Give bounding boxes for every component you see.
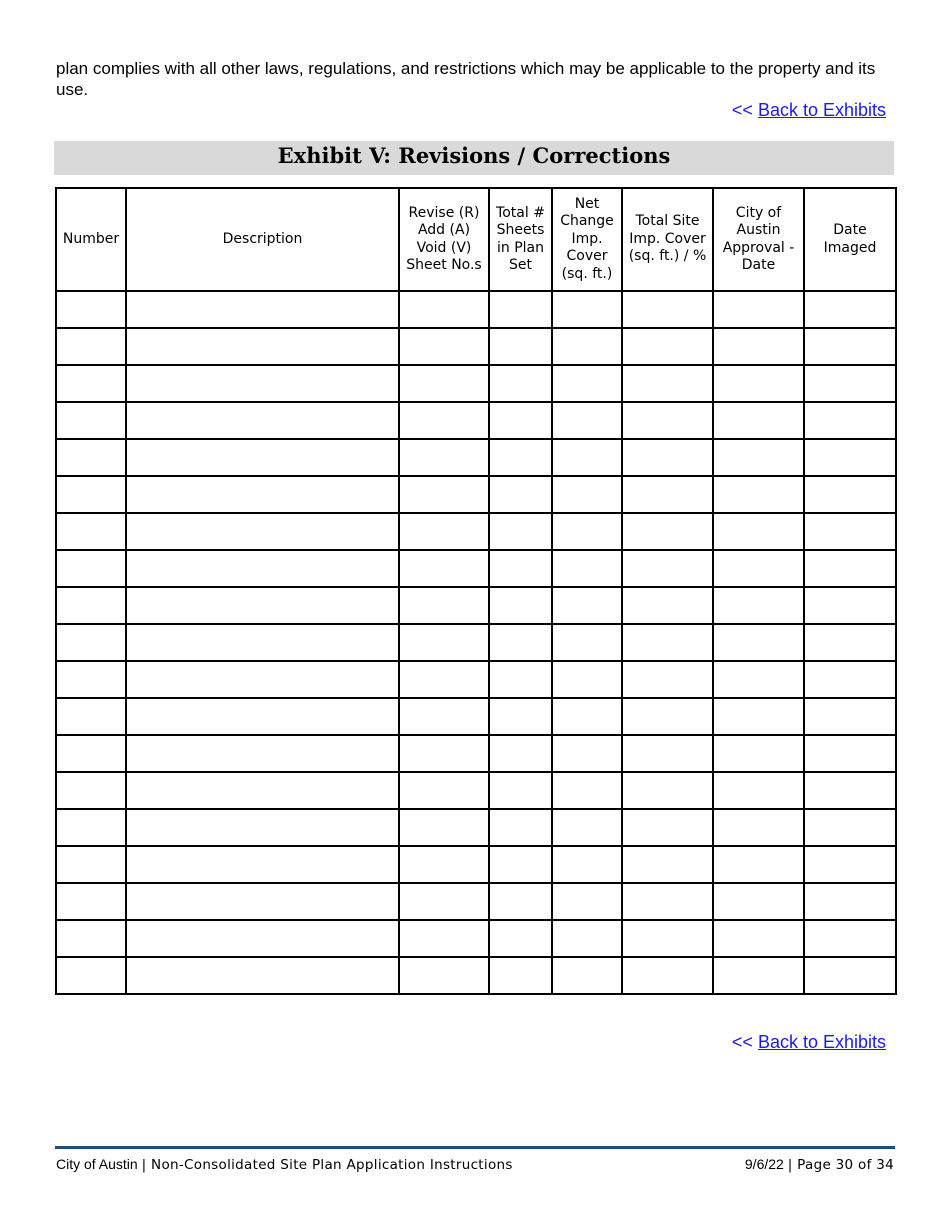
table-cell-date-imaged[interactable] — [804, 476, 896, 513]
table-cell-total-sheets[interactable] — [489, 476, 552, 513]
table-cell-net-change-imp-cover[interactable] — [552, 809, 622, 846]
table-cell-net-change-imp-cover[interactable] — [552, 920, 622, 957]
table-cell-city-approval-date[interactable] — [713, 772, 804, 809]
table-row — [56, 846, 896, 883]
table-cell-date-imaged[interactable] — [804, 624, 896, 661]
table-cell-total-site-imp-cover[interactable] — [622, 661, 713, 698]
column-header-line: Cover — [566, 248, 608, 265]
column-header-total-sheets — [489, 188, 552, 291]
table-cell-revise-add-void-sheet[interactable] — [399, 698, 489, 735]
footer-rule — [55, 1146, 895, 1149]
column-header-line: Imaged — [823, 239, 877, 256]
table-cell-city-approval-date[interactable] — [713, 735, 804, 772]
table-cell-revise-add-void-sheet[interactable] — [399, 476, 489, 513]
table-cell-total-sheets[interactable] — [489, 624, 552, 661]
table-cell-date-imaged[interactable] — [804, 809, 896, 846]
table-cell-total-sheets[interactable] — [489, 291, 552, 328]
column-header-line: Description — [222, 230, 303, 247]
table-cell-date-imaged[interactable] — [804, 587, 896, 624]
table-cell-description[interactable] — [126, 809, 399, 846]
table-cell-net-change-imp-cover[interactable] — [552, 624, 622, 661]
table-cell-total-sheets[interactable] — [489, 957, 552, 994]
table-cell-description[interactable] — [126, 920, 399, 957]
back-link-prefix: << — [731, 100, 758, 120]
table-cell-city-approval-date[interactable] — [713, 328, 804, 365]
table-cell-number[interactable] — [56, 883, 126, 920]
table-cell-description[interactable] — [126, 550, 399, 587]
column-header-line: Set — [509, 257, 532, 273]
table-cell-number[interactable] — [56, 846, 126, 883]
table-cell-revise-add-void-sheet[interactable] — [399, 328, 489, 365]
table-cell-total-sheets[interactable] — [489, 809, 552, 846]
table-cell-date-imaged[interactable] — [804, 328, 896, 365]
column-header-city-approval-date — [713, 188, 804, 291]
table-row — [56, 809, 896, 846]
table-cell-number[interactable] — [56, 772, 126, 809]
table-cell-date-imaged[interactable] — [804, 550, 896, 587]
column-header-line: Total Site — [635, 213, 700, 230]
table-cell-description[interactable] — [126, 772, 399, 809]
table-cell-description[interactable] — [126, 883, 399, 920]
table-cell-net-change-imp-cover[interactable] — [552, 698, 622, 735]
table-cell-description[interactable] — [126, 587, 399, 624]
table-cell-city-approval-date[interactable] — [713, 365, 804, 402]
table-cell-date-imaged[interactable] — [804, 365, 896, 402]
table-row — [56, 698, 896, 735]
column-header-line: City of — [735, 204, 782, 221]
table-cell-city-approval-date[interactable] — [713, 291, 804, 328]
table-cell-date-imaged[interactable] — [804, 661, 896, 698]
table-cell-total-site-imp-cover[interactable] — [622, 735, 713, 772]
exhibit-title: Exhibit V: Revisions / Corrections — [54, 141, 894, 175]
column-header-line: Date — [741, 257, 776, 273]
table-cell-number[interactable] — [56, 587, 126, 624]
table-cell-city-approval-date[interactable] — [713, 513, 804, 550]
back-link-label[interactable]: Back to Exhibits — [757, 100, 886, 120]
table-cell-revise-add-void-sheet[interactable] — [399, 957, 489, 994]
table-cell-net-change-imp-cover[interactable] — [552, 402, 622, 439]
table-cell-date-imaged[interactable] — [804, 772, 896, 809]
table-cell-number[interactable] — [56, 476, 126, 513]
table-cell-description[interactable] — [126, 439, 399, 476]
table-cell-total-site-imp-cover[interactable] — [622, 439, 713, 476]
table-row — [56, 735, 896, 772]
table-cell-revise-add-void-sheet[interactable] — [399, 439, 489, 476]
table-cell-total-site-imp-cover[interactable] — [622, 513, 713, 550]
column-header-line: Change — [560, 213, 614, 230]
table-cell-revise-add-void-sheet[interactable] — [399, 661, 489, 698]
table-cell-description[interactable] — [126, 735, 399, 772]
table-cell-number[interactable] — [56, 291, 126, 328]
column-header-number — [56, 188, 126, 291]
table-row — [56, 291, 896, 328]
column-header-total-site-imp-cover — [622, 188, 713, 291]
table-cell-date-imaged[interactable] — [804, 846, 896, 883]
table-cell-total-site-imp-cover[interactable] — [622, 957, 713, 994]
table-cell-city-approval-date[interactable] — [713, 883, 804, 920]
table-cell-total-sheets[interactable] — [489, 513, 552, 550]
table-cell-city-approval-date[interactable] — [713, 439, 804, 476]
table-row — [56, 402, 896, 439]
back-to-exhibits-link-top[interactable] — [732, 100, 886, 121]
table-cell-description[interactable] — [126, 513, 399, 550]
table-cell-total-site-imp-cover[interactable] — [622, 328, 713, 365]
table-cell-revise-add-void-sheet[interactable] — [399, 735, 489, 772]
column-header-line: Total # — [496, 204, 545, 221]
table-cell-total-sheets[interactable] — [489, 402, 552, 439]
table-cell-net-change-imp-cover[interactable] — [552, 328, 622, 365]
column-header-line: Date — [833, 222, 867, 238]
table-cell-revise-add-void-sheet[interactable] — [399, 513, 489, 550]
table-cell-total-site-imp-cover[interactable] — [622, 587, 713, 624]
table-cell-description[interactable] — [126, 365, 399, 402]
column-header-date-imaged — [804, 188, 896, 291]
column-header-line: Imp. Cover — [629, 230, 706, 247]
table-cell-net-change-imp-cover[interactable] — [552, 550, 622, 587]
table-cell-date-imaged[interactable] — [804, 920, 896, 957]
table-cell-number[interactable] — [56, 698, 126, 735]
table-cell-net-change-imp-cover[interactable] — [552, 587, 622, 624]
table-row — [56, 957, 896, 994]
table-cell-city-approval-date[interactable] — [713, 587, 804, 624]
table-cell-total-site-imp-cover[interactable] — [622, 476, 713, 513]
footer-right: 9/6/22 | Page 30 of 34 — [744, 1156, 894, 1173]
table-cell-net-change-imp-cover[interactable] — [552, 439, 622, 476]
table-row — [56, 550, 896, 587]
table-row — [56, 883, 896, 920]
table-cell-date-imaged[interactable] — [804, 883, 896, 920]
table-cell-number[interactable] — [56, 957, 126, 994]
table-cell-total-site-imp-cover[interactable] — [622, 291, 713, 328]
table-row — [56, 476, 896, 513]
table-row — [56, 365, 896, 402]
table-cell-revise-add-void-sheet[interactable] — [399, 587, 489, 624]
table-cell-total-sheets[interactable] — [489, 550, 552, 587]
table-cell-total-site-imp-cover[interactable] — [622, 624, 713, 661]
table-cell-number[interactable] — [56, 439, 126, 476]
table-cell-number[interactable] — [56, 809, 126, 846]
table-cell-total-site-imp-cover[interactable] — [622, 883, 713, 920]
table-cell-total-sheets[interactable] — [489, 920, 552, 957]
table-cell-number[interactable] — [56, 328, 126, 365]
table-cell-net-change-imp-cover[interactable] — [552, 365, 622, 402]
table-cell-city-approval-date[interactable] — [713, 550, 804, 587]
table-cell-number[interactable] — [56, 513, 126, 550]
table-cell-net-change-imp-cover[interactable] — [552, 661, 622, 698]
table-cell-net-change-imp-cover[interactable] — [552, 957, 622, 994]
table-cell-revise-add-void-sheet[interactable] — [399, 883, 489, 920]
column-header-line: (sq. ft.) / % — [628, 248, 707, 265]
column-header-line: in Plan — [497, 239, 544, 256]
table-header-row — [56, 188, 896, 291]
table-cell-description[interactable] — [126, 402, 399, 439]
table-cell-revise-add-void-sheet[interactable] — [399, 365, 489, 402]
table-row — [56, 624, 896, 661]
back-link-prefix: << — [731, 1032, 758, 1052]
column-header-line: Net — [574, 195, 600, 212]
column-header-line: (sq. ft.) — [561, 265, 613, 282]
table-cell-revise-add-void-sheet[interactable] — [399, 624, 489, 661]
column-header-line: Void (V) — [416, 239, 472, 256]
table-cell-total-site-imp-cover[interactable] — [622, 809, 713, 846]
column-header-line: Add (A) — [417, 222, 471, 238]
table-cell-total-site-imp-cover[interactable] — [622, 402, 713, 439]
table-cell-net-change-imp-cover[interactable] — [552, 883, 622, 920]
table-cell-city-approval-date[interactable] — [713, 698, 804, 735]
table-cell-net-change-imp-cover[interactable] — [552, 513, 622, 550]
column-header-net-change-imp-cover — [552, 188, 622, 291]
table-cell-city-approval-date[interactable] — [713, 476, 804, 513]
table-row — [56, 920, 896, 957]
column-header-line: Number — [62, 230, 120, 247]
table-cell-date-imaged[interactable] — [804, 291, 896, 328]
footer-doc-title: Non-Consolidated Site Plan Application Instructions — [151, 1157, 513, 1173]
table-cell-total-site-imp-cover[interactable] — [622, 698, 713, 735]
table-row — [56, 513, 896, 550]
table-cell-net-change-imp-cover[interactable] — [552, 735, 622, 772]
table-row — [56, 439, 896, 476]
table-cell-city-approval-date[interactable] — [713, 624, 804, 661]
table-cell-city-approval-date[interactable] — [713, 809, 804, 846]
table-cell-description[interactable] — [126, 624, 399, 661]
table-cell-total-site-imp-cover[interactable] — [622, 550, 713, 587]
table-cell-date-imaged[interactable] — [804, 735, 896, 772]
table-cell-total-sheets[interactable] — [489, 846, 552, 883]
table-cell-revise-add-void-sheet[interactable] — [399, 402, 489, 439]
table-cell-revise-add-void-sheet[interactable] — [399, 809, 489, 846]
back-link-label[interactable]: Back to Exhibits — [757, 1032, 886, 1052]
table-cell-city-approval-date[interactable] — [713, 846, 804, 883]
column-header-description — [126, 188, 399, 291]
table-cell-number[interactable] — [56, 920, 126, 957]
table-cell-net-change-imp-cover[interactable] — [552, 772, 622, 809]
table-cell-description[interactable] — [126, 476, 399, 513]
column-header-revise-add-void-sheet — [399, 188, 489, 291]
revisions-table — [55, 187, 897, 995]
table-cell-total-site-imp-cover[interactable] — [622, 365, 713, 402]
table-cell-revise-add-void-sheet[interactable] — [399, 772, 489, 809]
intro-paragraph: plan complies with all other laws, regulations, and restrictions which may be applicable to the property and its use. — [56, 59, 876, 99]
footer-org: City of Austin — [56, 1156, 138, 1172]
table-row — [56, 587, 896, 624]
table-cell-number[interactable] — [56, 735, 126, 772]
table-cell-total-site-imp-cover[interactable] — [622, 920, 713, 957]
column-header-line: Sheet No.s — [406, 257, 482, 273]
table-cell-revise-add-void-sheet[interactable] — [399, 550, 489, 587]
table-cell-number[interactable] — [56, 624, 126, 661]
table-cell-date-imaged[interactable] — [804, 698, 896, 735]
table-cell-number[interactable] — [56, 550, 126, 587]
table-cell-total-sheets[interactable] — [489, 735, 552, 772]
table-cell-total-sheets[interactable] — [489, 328, 552, 365]
column-header-line: Sheets — [496, 222, 545, 238]
table-cell-total-sheets[interactable] — [489, 439, 552, 476]
table-cell-description[interactable] — [126, 291, 399, 328]
column-header-line: Revise (R) — [408, 204, 480, 221]
table-cell-total-sheets[interactable] — [489, 661, 552, 698]
table-row — [56, 661, 896, 698]
table-cell-total-site-imp-cover[interactable] — [622, 846, 713, 883]
table-cell-description[interactable] — [126, 846, 399, 883]
table-cell-description[interactable] — [126, 661, 399, 698]
table-cell-total-sheets[interactable] — [489, 587, 552, 624]
table-cell-city-approval-date[interactable] — [713, 402, 804, 439]
column-header-line: Imp. — [571, 230, 603, 247]
table-cell-number[interactable] — [56, 365, 126, 402]
footer-page-number: Page 30 of 34 — [797, 1157, 894, 1173]
table-cell-number[interactable] — [56, 661, 126, 698]
table-cell-date-imaged[interactable] — [804, 957, 896, 994]
table-cell-net-change-imp-cover[interactable] — [552, 291, 622, 328]
table-cell-revise-add-void-sheet[interactable] — [399, 846, 489, 883]
table-row — [56, 772, 896, 809]
table-cell-net-change-imp-cover[interactable] — [552, 476, 622, 513]
table-cell-total-sheets[interactable] — [489, 365, 552, 402]
table-cell-city-approval-date[interactable] — [713, 957, 804, 994]
table-cell-date-imaged[interactable] — [804, 402, 896, 439]
table-cell-total-sheets[interactable] — [489, 698, 552, 735]
table-cell-revise-add-void-sheet[interactable] — [399, 291, 489, 328]
table-cell-total-site-imp-cover[interactable] — [622, 772, 713, 809]
table-cell-description[interactable] — [126, 328, 399, 365]
column-header-line: Austin — [736, 222, 781, 238]
table-cell-description[interactable] — [126, 957, 399, 994]
footer-date: 9/6/22 — [744, 1156, 784, 1172]
table-row — [56, 328, 896, 365]
table-cell-net-change-imp-cover[interactable] — [552, 846, 622, 883]
footer-left: City of Austin | Non-Consolidated Site Plan Application Instructions — [56, 1156, 513, 1173]
table-cell-date-imaged[interactable] — [804, 439, 896, 476]
table-cell-city-approval-date[interactable] — [713, 661, 804, 698]
table-cell-total-sheets[interactable] — [489, 883, 552, 920]
table-cell-date-imaged[interactable] — [804, 513, 896, 550]
column-header-line: Approval - — [722, 239, 795, 256]
table-cell-revise-add-void-sheet[interactable] — [399, 920, 489, 957]
table-cell-description[interactable] — [126, 698, 399, 735]
table-cell-total-sheets[interactable] — [489, 772, 552, 809]
back-to-exhibits-link-bottom[interactable] — [732, 1032, 886, 1053]
table-cell-number[interactable] — [56, 402, 126, 439]
table-cell-city-approval-date[interactable] — [713, 920, 804, 957]
